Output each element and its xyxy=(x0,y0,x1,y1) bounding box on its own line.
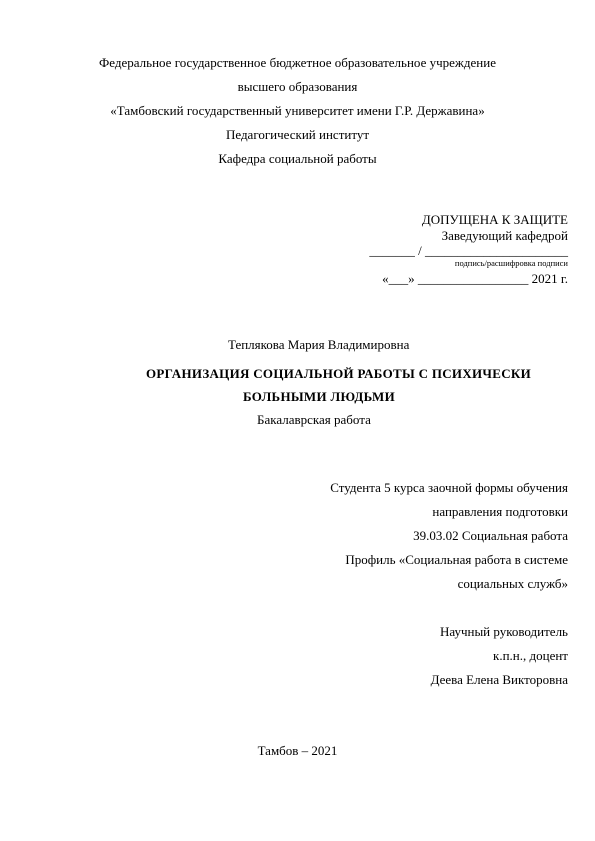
university-name: «Тамбовский государственный университет имени Г.Р. Державина» xyxy=(110,103,485,118)
approval-date-line: «___» _________________ 2021 г. xyxy=(382,271,568,286)
author-name: Теплякова Мария Владимировна xyxy=(228,337,410,352)
work-title-line-2: БОЛЬНЫМИ ЛЮДЬМИ xyxy=(243,389,396,404)
signature-caption: подпись/расшифровка подписи xyxy=(454,258,568,268)
department-name: Кафедра социальной работы xyxy=(218,151,377,166)
approval-title: ДОПУЩЕНА К ЗАЩИТЕ xyxy=(421,212,568,227)
approval-role: Заведующий кафедрой xyxy=(441,228,568,243)
institution-line-1: Федеральное государственное бюджетное образовательное учреждение xyxy=(99,55,496,70)
institute-name: Педагогический институт xyxy=(225,127,370,142)
student-line-2: направления подготовки xyxy=(432,504,568,519)
supervisor-degree: к.п.н., доцент xyxy=(493,648,568,663)
student-line-4: Профиль «Социальная работа в системе xyxy=(345,552,568,567)
student-line-5: социальных служб» xyxy=(457,576,568,591)
student-line-3: 39.03.02 Социальная работа xyxy=(413,528,568,543)
work-title-line-1: ОРГАНИЗАЦИЯ СОЦИАЛЬНОЙ РАБОТЫ С ПСИХИЧЕСКИ xyxy=(146,366,532,381)
work-type: Бакалаврская работа xyxy=(257,412,371,427)
supervisor-name: Деева Елена Викторовна xyxy=(430,672,568,687)
city-year: Тамбов – 2021 xyxy=(257,743,338,758)
supervisor-label: Научный руководитель xyxy=(439,624,568,639)
institution-line-2: высшего образования xyxy=(237,79,358,94)
signature-line: _______ / ______________________ xyxy=(369,243,568,258)
student-line-1: Студента 5 курса заочной формы обучения xyxy=(330,480,568,495)
